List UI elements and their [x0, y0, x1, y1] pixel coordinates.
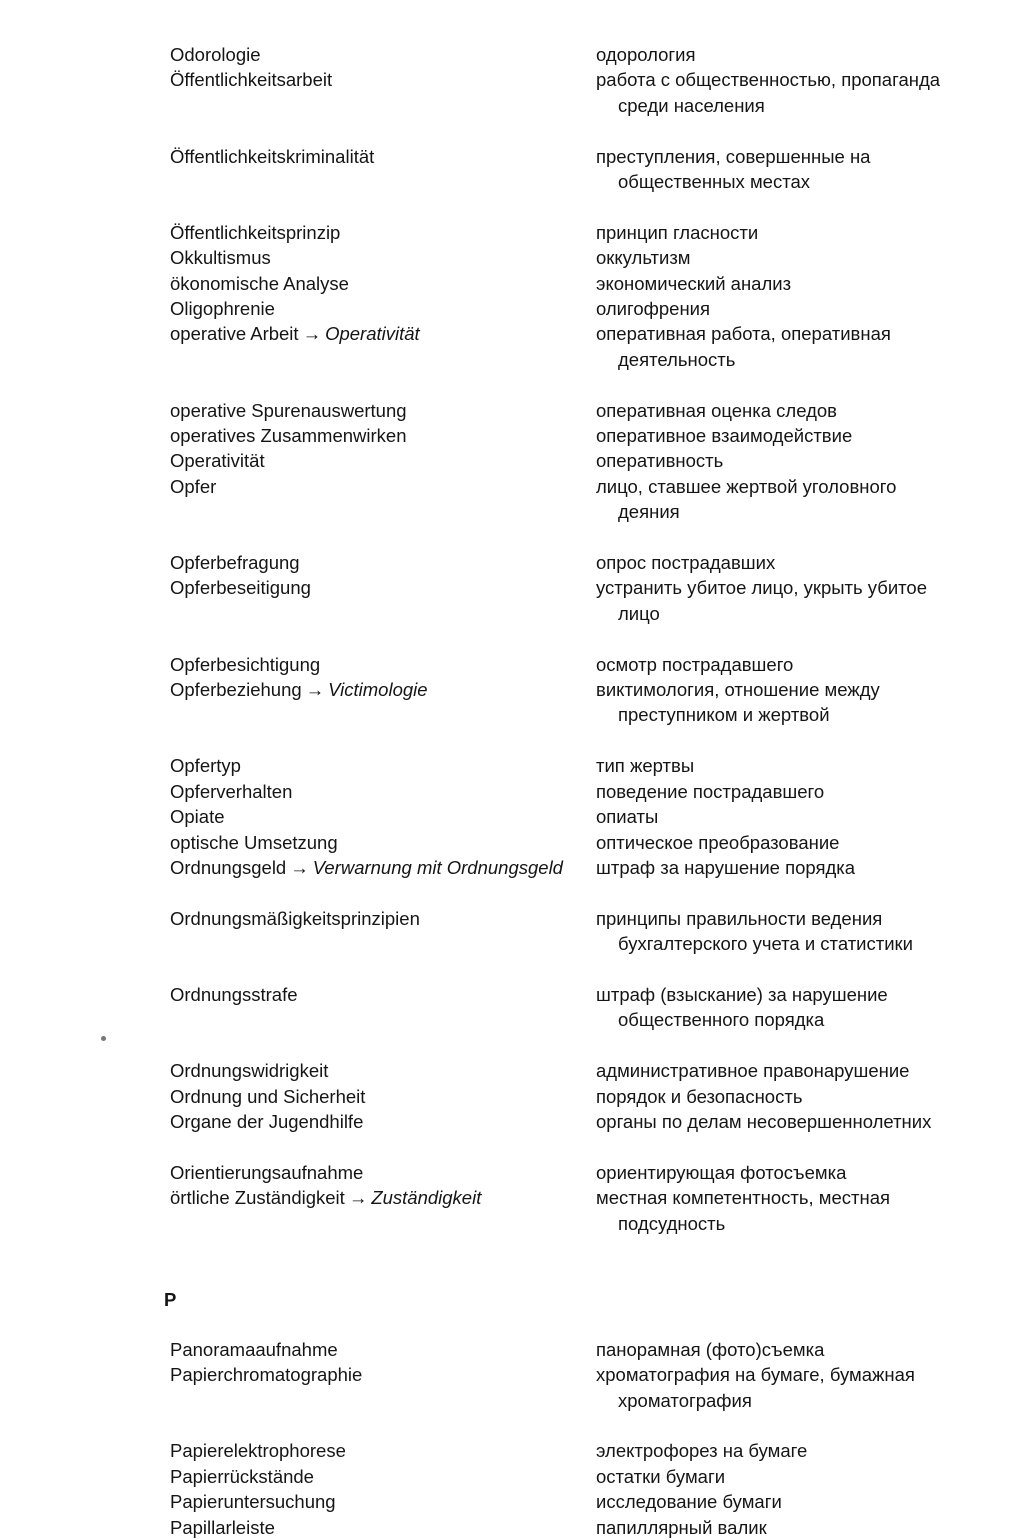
- term-text: Opferbefragung: [170, 552, 300, 574]
- german-term: [0, 448, 590, 473]
- russian-translation: [590, 753, 950, 778]
- translation-text: оперативное взаимодействие: [596, 425, 853, 447]
- dictionary-entry: [0, 677, 1024, 728]
- german-term: [0, 1489, 590, 1514]
- term-text: Oligophrenie: [170, 298, 275, 320]
- term-text: operatives Zusammenwirken: [170, 425, 407, 447]
- term-text: Opfer: [170, 475, 217, 497]
- entry-list: [0, 42, 1024, 1540]
- translation-text: опрос пострадавших: [596, 552, 776, 574]
- translation-text: исследование бумаги: [596, 1491, 782, 1513]
- term-text: Opferbeseitigung: [170, 577, 311, 599]
- translation-text: оперативная работа, оперативная деятельность: [596, 323, 891, 370]
- translation-text: панорамная (фото)съемка: [596, 1338, 825, 1360]
- translation-text: органы по делам несовершеннолетних: [596, 1110, 932, 1132]
- russian-translation: [590, 271, 950, 296]
- term-text: operative Arbeit: [170, 323, 299, 345]
- translation-text: хроматография на бумаге, бумажная хроматография: [596, 1364, 915, 1411]
- russian-translation: [590, 474, 950, 525]
- term-text: Ordnung und Sicherheit: [170, 1085, 366, 1107]
- term-text: Öffentlichkeitsprinzip: [170, 221, 341, 243]
- dictionary-entry: [0, 271, 1024, 296]
- translation-text: остатки бумаги: [596, 1465, 726, 1487]
- term-text: Ordnungswidrigkeit: [170, 1060, 329, 1082]
- section-letter: P: [164, 1288, 177, 1310]
- dictionary-entry: [0, 321, 1024, 372]
- russian-translation: [590, 220, 950, 245]
- german-term: [0, 67, 590, 118]
- stray-dot: [101, 1036, 106, 1041]
- cross-reference: Verwarnung mit Ordnungsgeld: [312, 856, 563, 878]
- translation-text: виктимология, отношение между преступником и жертвой: [596, 679, 880, 726]
- russian-translation: [590, 855, 950, 880]
- translation-text: лицо, ставшее жертвой уголовного деяния: [596, 475, 897, 523]
- dictionary-entry: [0, 753, 1024, 778]
- translation-text: принцип гласности: [596, 221, 759, 243]
- term-text: Ordnungsmäßigkeitsprinzipien: [170, 907, 420, 929]
- russian-translation: [590, 652, 950, 677]
- term-text: Papierelektrophorese: [170, 1440, 346, 1462]
- translation-text: экономический анализ: [596, 272, 792, 294]
- german-term: [0, 779, 590, 804]
- dictionary-entry: [0, 245, 1024, 270]
- translation-text: порядок и безопасность: [596, 1085, 803, 1107]
- german-term: [0, 220, 590, 245]
- russian-translation: [590, 1438, 950, 1463]
- term-text: Panoramaaufnahme: [170, 1338, 338, 1360]
- term-text: Odorologie: [170, 44, 261, 65]
- russian-translation: [590, 423, 950, 448]
- german-term: [0, 245, 590, 270]
- translation-text: устранить убитое лицо, укрыть убитое лицо: [596, 577, 928, 624]
- dictionary-entry: [0, 652, 1024, 677]
- dictionary-entry: [0, 855, 1024, 880]
- translation-text: принципы правильности ведения бухгалтерского учета и статистики: [596, 907, 913, 955]
- german-term: [0, 1185, 590, 1236]
- dictionary-entry: [0, 982, 1024, 1033]
- cross-reference: Zuständigkeit: [371, 1187, 482, 1209]
- translation-text: штраф за нарушение порядка: [596, 856, 856, 878]
- term-text: operative Spurenauswertung: [170, 399, 407, 421]
- german-term: [0, 677, 590, 728]
- dictionary-entry: [0, 448, 1024, 473]
- german-term: [0, 982, 590, 1033]
- translation-text: оптическое преобразование: [596, 831, 840, 853]
- translation-text: электрофорез на бумаге: [596, 1440, 808, 1462]
- german-term: [0, 575, 590, 626]
- term-text: Öffentlichkeitsarbeit: [170, 69, 333, 91]
- translation-text: административное правонарушение: [596, 1060, 910, 1082]
- russian-translation: [590, 982, 950, 1033]
- dictionary-entry: [0, 1109, 1024, 1134]
- russian-translation: [590, 575, 950, 626]
- translation-text: штраф (взыскание) за нарушение общественного порядка: [596, 983, 888, 1031]
- translation-text: ориентирующая фотосъемка: [596, 1161, 847, 1183]
- dictionary-entry: [0, 804, 1024, 829]
- dictionary-entry: [0, 1515, 1024, 1540]
- dictionary-entry: [0, 1058, 1024, 1083]
- translation-text: одорология: [596, 44, 696, 65]
- see-also-arrow-icon: →: [348, 1187, 368, 1209]
- german-term: [0, 42, 590, 67]
- russian-translation: [590, 42, 950, 67]
- cross-reference: Operativität: [325, 323, 420, 345]
- german-term: [0, 144, 590, 195]
- term-text: Papierchromatographie: [170, 1364, 363, 1386]
- translation-text: тип жертвы: [596, 755, 695, 777]
- german-term: [0, 423, 590, 448]
- german-term: [0, 753, 590, 778]
- dictionary-entry: [0, 220, 1024, 245]
- term-text: Papillarleiste: [170, 1516, 275, 1538]
- term-text: Opfertyp: [170, 755, 241, 777]
- term-text: Opferverhalten: [170, 780, 293, 802]
- dictionary-entry: [0, 423, 1024, 448]
- russian-translation: [590, 906, 950, 957]
- term-text: örtliche Zuständigkeit: [170, 1187, 345, 1209]
- dictionary-entry: [0, 1464, 1024, 1489]
- german-term: [0, 652, 590, 677]
- term-text: Orientierungsaufnahme: [170, 1161, 364, 1183]
- russian-translation: [590, 1109, 950, 1134]
- german-term: [0, 1362, 590, 1413]
- german-term: [0, 296, 590, 321]
- german-term: [0, 1109, 590, 1134]
- german-term: [0, 1515, 590, 1540]
- translation-text: преступления, совершенные на общественных местах: [596, 145, 871, 193]
- russian-translation: [590, 804, 950, 829]
- russian-translation: [590, 1362, 950, 1413]
- german-term: [0, 906, 590, 957]
- russian-translation: [590, 448, 950, 473]
- dictionary-entry: [0, 398, 1024, 423]
- russian-translation: [590, 1185, 950, 1236]
- german-term: [0, 474, 590, 525]
- german-term: [0, 1337, 590, 1362]
- russian-translation: [590, 296, 950, 321]
- russian-translation: [590, 677, 950, 728]
- russian-translation: [590, 1489, 950, 1514]
- dictionary-entry: [0, 67, 1024, 118]
- dictionary-entry: [0, 830, 1024, 855]
- german-term: [0, 1058, 590, 1083]
- term-text: optische Umsetzung: [170, 831, 338, 853]
- dictionary-entry: [0, 1160, 1024, 1185]
- dictionary-entry: [0, 1185, 1024, 1236]
- german-term: [0, 855, 590, 880]
- translation-text: оккультизм: [596, 247, 691, 269]
- translation-text: оперативность: [596, 450, 724, 472]
- dictionary-entry: [0, 144, 1024, 195]
- term-text: Okkultismus: [170, 247, 271, 269]
- term-text: Ordnungsstrafe: [170, 983, 298, 1005]
- term-text: Operativität: [170, 450, 265, 472]
- german-term: [0, 1438, 590, 1463]
- russian-translation: [590, 1515, 950, 1540]
- russian-translation: [590, 321, 950, 372]
- dictionary-entry: [0, 575, 1024, 626]
- russian-translation: [590, 1337, 950, 1362]
- german-term: [0, 271, 590, 296]
- dictionary-entry: [0, 1337, 1024, 1362]
- german-term: [0, 398, 590, 423]
- dictionary-entry: [0, 550, 1024, 575]
- russian-translation: [590, 398, 950, 423]
- translation-text: папиллярный валик: [596, 1516, 767, 1538]
- dictionary-entry: [0, 1438, 1024, 1463]
- term-text: Opiate: [170, 806, 225, 828]
- dictionary-entry: [0, 296, 1024, 321]
- translation-text: работа с общественностью, пропаганда среди населения: [596, 69, 941, 116]
- see-also-arrow-icon: →: [302, 323, 322, 345]
- term-text: Öffentlichkeitskriminalität: [170, 145, 375, 167]
- german-term: [0, 804, 590, 829]
- russian-translation: [590, 245, 950, 270]
- german-term: [0, 1160, 590, 1185]
- russian-translation: [590, 830, 950, 855]
- dictionary-entry: [0, 42, 1024, 67]
- dictionary-entry: [0, 1489, 1024, 1514]
- russian-translation: [590, 550, 950, 575]
- see-also-arrow-icon: →: [305, 679, 325, 701]
- term-text: Papierrückstände: [170, 1465, 314, 1487]
- cross-reference: Victimologie: [328, 679, 428, 701]
- german-term: [0, 321, 590, 372]
- russian-translation: [590, 67, 950, 118]
- russian-translation: [590, 1464, 950, 1489]
- dictionary-entry: [0, 1362, 1024, 1413]
- translation-text: осмотр пострадавшего: [596, 653, 794, 675]
- translation-text: оперативная оценка следов: [596, 399, 838, 421]
- german-term: [0, 1084, 590, 1109]
- dictionary-entry: [0, 1084, 1024, 1109]
- translation-text: местная компетентность, местная подсудность: [596, 1187, 891, 1234]
- russian-translation: [590, 1058, 950, 1083]
- term-text: Papieruntersuchung: [170, 1491, 336, 1513]
- dictionary-entry: [0, 474, 1024, 525]
- russian-translation: [590, 779, 950, 804]
- term-text: Organe der Jugendhilfe: [170, 1110, 364, 1132]
- translation-text: поведение пострадавшего: [596, 780, 825, 802]
- term-text: Opferbesichtigung: [170, 653, 321, 675]
- translation-text: олигофрения: [596, 298, 711, 320]
- russian-translation: [590, 1084, 950, 1109]
- german-term: [0, 550, 590, 575]
- dictionary-entry: [0, 779, 1024, 804]
- term-text: Opferbeziehung: [170, 679, 302, 701]
- see-also-arrow-icon: →: [290, 856, 309, 878]
- russian-translation: [590, 144, 950, 195]
- dictionary-entry: [0, 906, 1024, 957]
- german-term: [0, 830, 590, 855]
- russian-translation: [590, 1160, 950, 1185]
- translation-text: опиаты: [596, 806, 659, 828]
- term-text: ökonomische Analyse: [170, 272, 349, 294]
- german-term: [0, 1464, 590, 1489]
- term-text: Ordnungsgeld: [170, 856, 287, 878]
